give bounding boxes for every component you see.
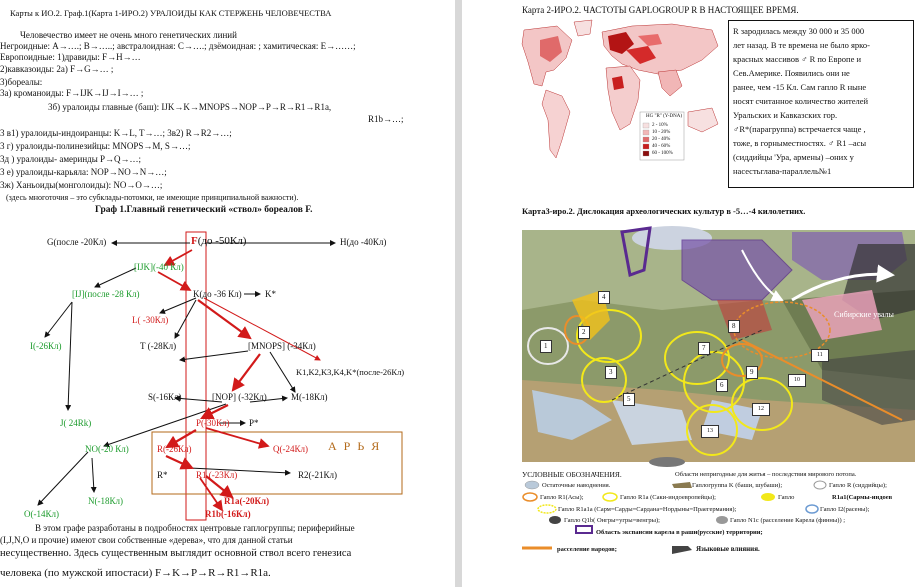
node-s: S(-16Кл): [148, 392, 182, 402]
map1-legend-item: 60 - 100%: [652, 151, 673, 156]
legend-item: Гапло I2(расены);: [820, 506, 870, 513]
text-line: 3б) уралоиды главные (баш): IJK→K→MNOPS→NOP→P→R→R1→R1a,: [48, 102, 332, 112]
legend-item: Гаплогруппа K (баши, шубаши);: [692, 482, 783, 489]
legend-item: Гапло: [778, 494, 795, 501]
node-ij: [IJ](после -28 Кл): [72, 289, 140, 299]
info-line: (сиддийцы 'Ура, армены) –оних у: [733, 152, 854, 162]
text-line: 3)бореалы:: [0, 77, 43, 87]
map-marker: 6: [716, 379, 728, 392]
map1-title: Карта 2-ИРО.2. ЧАСТОТЫ GAPLOGROUP R В НАСТОЯЩЕЕ ВРЕМЯ.: [522, 5, 799, 15]
node-j: J( 24Rk): [60, 418, 92, 428]
footer-line: человека (по мужской ипостаси) F→K→P→R→R1→R1a.: [0, 567, 271, 579]
legend-item: Область экспансии карела в раши(русские) территории;: [596, 529, 763, 536]
graph-title: Граф 1.Главный генетический «ствол» бореалов F.: [95, 205, 313, 215]
text-line: Европоидные: 1)дравиды: F→H→…: [0, 52, 141, 62]
map-marker: 4: [598, 291, 610, 304]
map-marker: 7: [698, 342, 710, 355]
map1-legend-item: 10 - 20%: [652, 130, 671, 135]
node-r1: R1 (-23Кл): [196, 470, 238, 480]
node-m: M(-18Кл): [291, 392, 328, 402]
map-marker: 2: [578, 326, 590, 339]
info-line: лет назад. В те времена не было ярко-: [733, 40, 870, 50]
legend-title: УСЛОВНЫЕ ОБОЗНАЧЕНИЯ.: [522, 470, 622, 479]
legend-item: Гапло N1c (расселение Карела (финны)) ;: [730, 517, 846, 524]
map1-legend-item: 40 - 60%: [652, 144, 671, 149]
map-marker: 10: [788, 374, 806, 387]
legend-item: Гапло Q1b( Онгры=угры=венгры);: [564, 517, 660, 524]
node-r: R(-26Кл): [157, 444, 192, 454]
info-line: ранее, чем -15 Кл. Сам гапло R ныне: [733, 82, 867, 92]
node-t: T (-28Кл): [140, 341, 177, 351]
text-line: R1b→…;: [368, 114, 404, 124]
text-line: 3ж) Ханьоиды(монголоиды): NO→O→…;: [0, 180, 163, 190]
node-h: H(до -40Кл): [340, 237, 387, 247]
text-line: 3 г) уралоиды-полинезийцы: MNOPS→M, S→…;: [0, 141, 191, 151]
info-line: ♂R*(парагруппа) встречается чаще ,: [733, 124, 866, 134]
footer-line: несущественно. Здесь существенным выглядит основной ствол всего генезиса: [0, 548, 352, 559]
footer-line: В этом графе разработаны в подробностях центровые гаплогруппы; периферийные: [35, 523, 355, 533]
info-line: тоже, в горнымеcтностях. ♂ R1 –асы: [733, 138, 867, 148]
map-marker: 3: [605, 366, 617, 379]
node-k: K(до -36 Кл): [193, 289, 242, 299]
map-marker: 13: [701, 425, 719, 438]
legend-item: Гапло R1a1a (Сарм=Сарды=Сардана=Нордыны=Праегермания);: [558, 506, 737, 513]
text-line: (здесь многоточия – это субклады-потомки, не имеющие принципиальной важности).: [6, 193, 299, 202]
text-line: 3 в1) уралоиды-индоиранцы: K→L, T→…; 3в2) R→R2→…;: [0, 128, 232, 138]
map2-title: Карта3-иро.2. Дислокация археологических культур в -5…-4 килолетних.: [522, 206, 806, 216]
text-line: 3 е) уралоиды-карьяла: NOP→NO→N→…;: [0, 167, 167, 177]
map-marker: 9: [746, 366, 758, 379]
map1-legend-item: 2 - 10%: [652, 123, 668, 128]
left-page: [0, 0, 455, 587]
node-p: P(-30Кл): [196, 418, 230, 428]
legend-item: R1a1(Сармы-индоев: [832, 494, 893, 501]
node-nop: [NOP] (-32Кл): [212, 392, 267, 402]
text-line: 3а) кроманоиды: F→IJK→IJ→I→… ;: [0, 88, 144, 98]
node-p-star: P*: [249, 418, 259, 428]
info-line: носят считанное количество жителей: [733, 96, 869, 106]
map-marker: 1: [540, 340, 552, 353]
node-q: Q(-24Кл): [273, 444, 308, 454]
node-o: O(-14Кл): [24, 509, 59, 519]
legend-item: Гапло R (сиддийцы);: [829, 482, 887, 489]
text-line: Человечество имеет не очень много генетических линий: [20, 30, 237, 40]
node-k-subclades: K1,K2,K3,K4,K*(после-26Кл): [296, 367, 405, 377]
map-marker: 12: [752, 403, 770, 416]
legend-item: расселение народов;: [557, 546, 617, 553]
map-marker: 5: [623, 393, 635, 406]
map1-legend-title: HG "R" (Y-DNA): [646, 114, 683, 119]
node-l: L( -30Кл): [132, 315, 169, 325]
node-no: NO(-20 Кл): [85, 444, 129, 454]
node-r1b: R1b(-16Кл): [205, 509, 251, 519]
text-line: 3д ) уралоиды- америнды P→Q→…;: [0, 154, 142, 164]
node-mnops: [MNOPS] (-34Кл): [248, 341, 316, 351]
node-ijk: [IJK](-40 Кл): [134, 262, 184, 272]
legend-item: Языковые влияния.: [696, 545, 760, 553]
node-f: F(до -50Кл): [191, 235, 247, 247]
map2-region-label: Сибирские увалы: [834, 310, 894, 319]
info-line: Уральских и Кавказских гор.: [733, 110, 838, 120]
text-line: 2)кавказоиды: 2а) F→G→… ;: [0, 64, 114, 74]
info-line: Сев.Америке. Появились они не: [733, 68, 850, 78]
node-n: N(-18Кл): [88, 496, 123, 506]
legend-item: Гапло R1(Асы);: [540, 494, 584, 501]
node-r2: R2(-21Кл): [298, 470, 337, 480]
legend-item: Остаточные наводнения.: [542, 482, 611, 489]
node-r-star: R*: [157, 470, 168, 480]
text-line: Негроидные: А→….; В→…..; австралоидная: С→….; дзёмоидная: ; хамитическая: Е→……;: [0, 41, 356, 51]
arya-label: А Р Ь Я: [328, 439, 382, 453]
right-page: [462, 0, 921, 587]
left-page-header: Карты к ИО.2. Граф.1(Карта 1-ИРО.2) УРАЛОИДЫ КАК СТЕРЖЕНЬ ЧЕЛОВЕЧЕСТВА: [10, 8, 332, 18]
info-line: R зародилась между 30 000 и 35 000: [733, 26, 865, 36]
map1-legend-item: 20 - 40%: [652, 137, 671, 142]
info-line: насестьглава-параллель№1: [733, 166, 832, 176]
legend-note: Области непригодные для житья – последствия мирового потопа.: [675, 471, 857, 478]
node-g: G(после -20Кл): [47, 237, 107, 247]
map-marker: 8: [728, 320, 740, 333]
footer-line: (I,J,N,O и прочие) имеют свои собственные «дерева», что для данной статьи: [0, 535, 293, 545]
map-marker: 11: [811, 349, 829, 362]
node-i: I(-26Кл): [30, 341, 62, 351]
node-k-star: K*: [265, 289, 276, 299]
node-r1a: R1a(-20Кл): [224, 496, 270, 506]
legend-item: Гапло R1a (Саки-индоевропейцы);: [620, 494, 716, 501]
info-line: красных массивов ♂ R по Европе и: [733, 54, 862, 64]
